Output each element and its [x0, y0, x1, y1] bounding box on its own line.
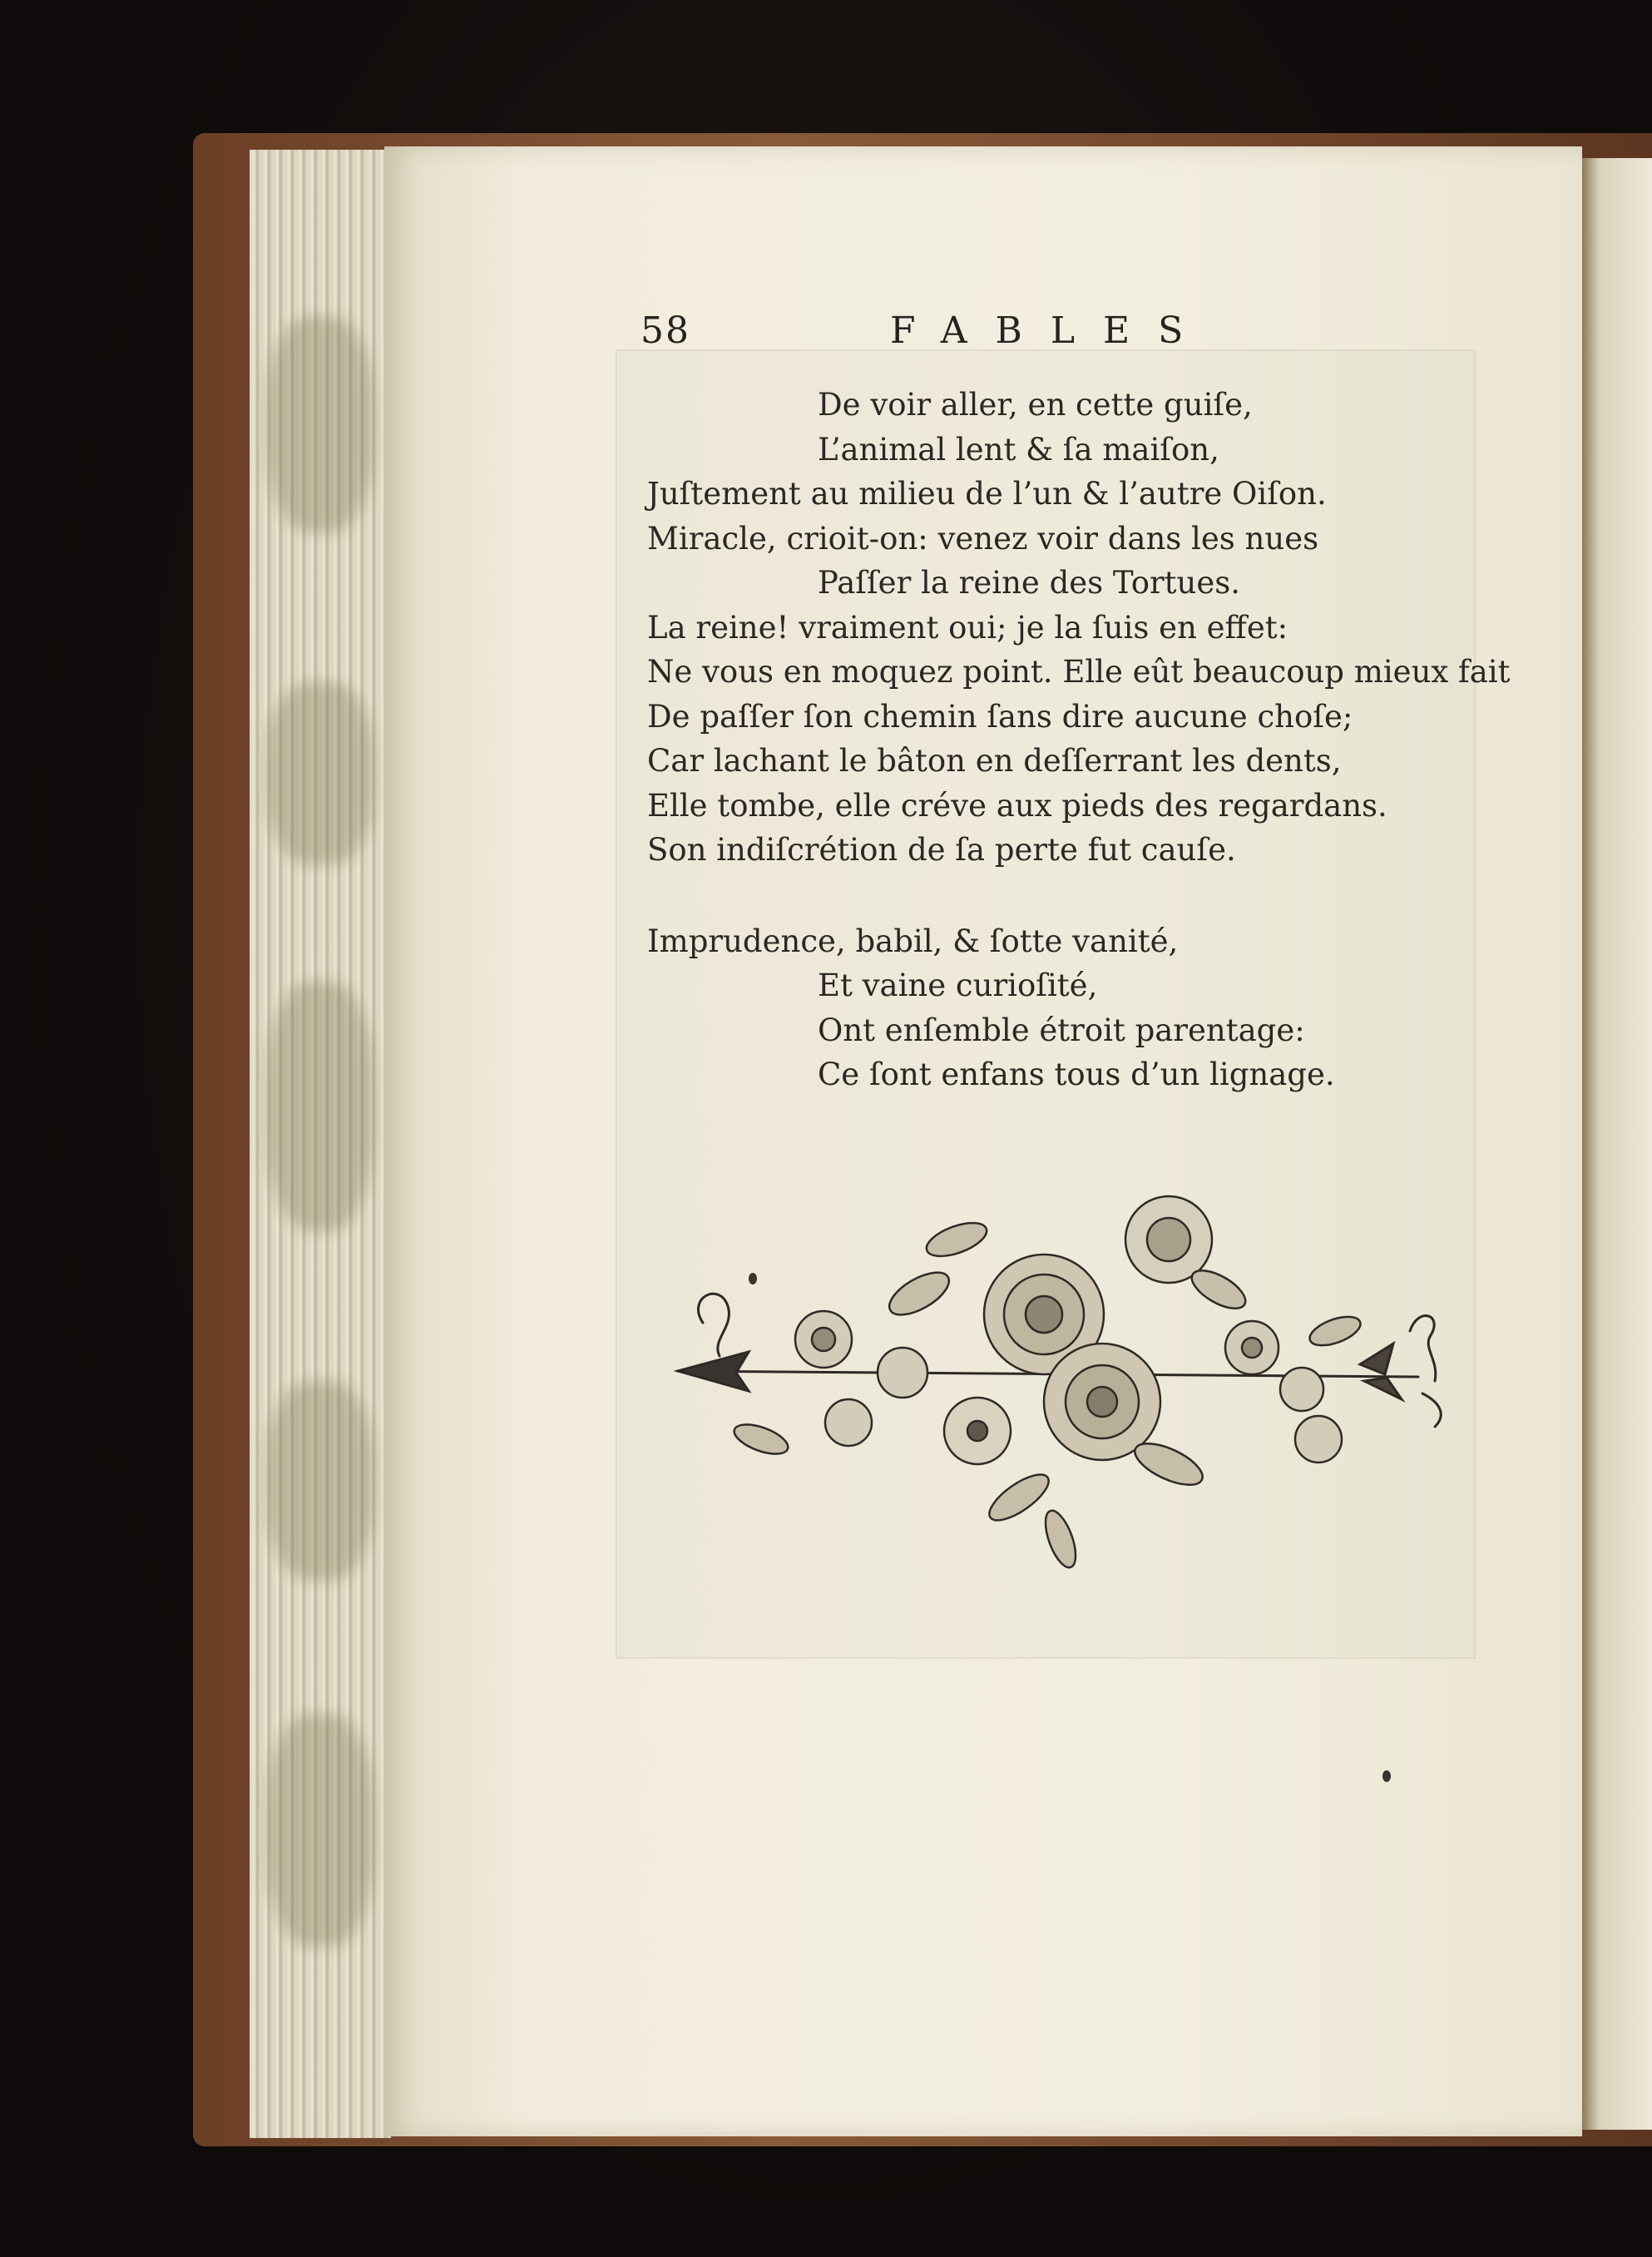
tendril — [698, 1294, 729, 1356]
small-rose-center — [812, 1328, 835, 1351]
foxing-stain — [266, 1714, 374, 1947]
verse-line: Ont enſemble étroit parentage: — [818, 1012, 1305, 1048]
flowers — [730, 1196, 1364, 1571]
foxing-stain — [266, 316, 374, 532]
verse-line: Et vaine curioſité, — [818, 968, 1098, 1003]
leaf — [1130, 1435, 1209, 1493]
foxing-stain — [266, 982, 374, 1231]
poem-text — [647, 383, 1512, 1097]
rose-center — [1147, 1218, 1190, 1261]
rose-center — [1026, 1296, 1062, 1333]
floral-arrow-ornament-icon — [670, 1181, 1452, 1572]
verse-line: L’animal lent & ſa maiſon, — [818, 431, 1219, 468]
small-rose — [878, 1348, 927, 1398]
ink-speck — [749, 1273, 757, 1284]
leaf — [1186, 1263, 1251, 1316]
small-flower — [1295, 1416, 1342, 1463]
stanza-2 — [647, 919, 1512, 1097]
verse-line: De voir aller, en cette guiſe, — [818, 387, 1253, 423]
verse-line: Son indiſcrétion de ſa perte fut cauſe. — [647, 832, 1236, 868]
verse-line: Paſſer la reine des Tortues. — [818, 565, 1241, 601]
leaf — [922, 1216, 991, 1263]
arrow-fletching — [1364, 1378, 1402, 1399]
leaf — [1040, 1507, 1082, 1571]
verse-line: Elle tombe, elle créve aux pieds des regardans. — [647, 787, 1387, 824]
stanza-1 — [647, 383, 1512, 873]
arrow-fletching — [1360, 1344, 1393, 1374]
page-header — [641, 309, 1339, 359]
foxing-stain — [266, 1381, 374, 1581]
small-rose — [825, 1399, 872, 1446]
tendril — [1410, 1315, 1436, 1381]
stanza-gap — [647, 873, 1512, 919]
small-flower — [1280, 1368, 1323, 1411]
verse-line: Miracle, crioit-on: venez voir dans les nues — [647, 520, 1319, 557]
verse-line: Car lachant le bâton en deſſerrant les dents, — [647, 743, 1342, 779]
leaf — [1306, 1311, 1364, 1351]
leaf — [982, 1467, 1055, 1528]
verse-line: Ne vous en moquez point. Elle eût beaucoup mieux fait — [647, 654, 1511, 690]
rose-center — [1087, 1387, 1117, 1417]
page-edges — [250, 150, 391, 2138]
foxing-stain — [266, 682, 374, 865]
leaf — [730, 1418, 791, 1460]
ink-speck — [1382, 1770, 1391, 1782]
arrowhead — [678, 1352, 749, 1391]
running-head: FABLES — [890, 309, 1212, 352]
verse-line: Ce ſont enfans tous d’un lignage. — [818, 1057, 1335, 1092]
verse-line: Juſtement au milieu de l’un & l’autre Oiſon. — [647, 476, 1327, 512]
verse-line: De paſſer ſon chemin ſans dire aucune choſe; — [647, 698, 1353, 735]
tendril — [1422, 1393, 1441, 1427]
page-number: 58 — [641, 309, 690, 352]
small-flower-center — [1242, 1338, 1262, 1358]
daisy-center — [967, 1421, 987, 1441]
verse-line: Imprudence, babil, & ſotte vanité, — [647, 923, 1179, 959]
leaf — [883, 1264, 955, 1323]
facing-page-edge — [1582, 158, 1652, 2130]
verse-line: La reine! vraiment oui; je la ſuis en effet: — [647, 609, 1288, 646]
